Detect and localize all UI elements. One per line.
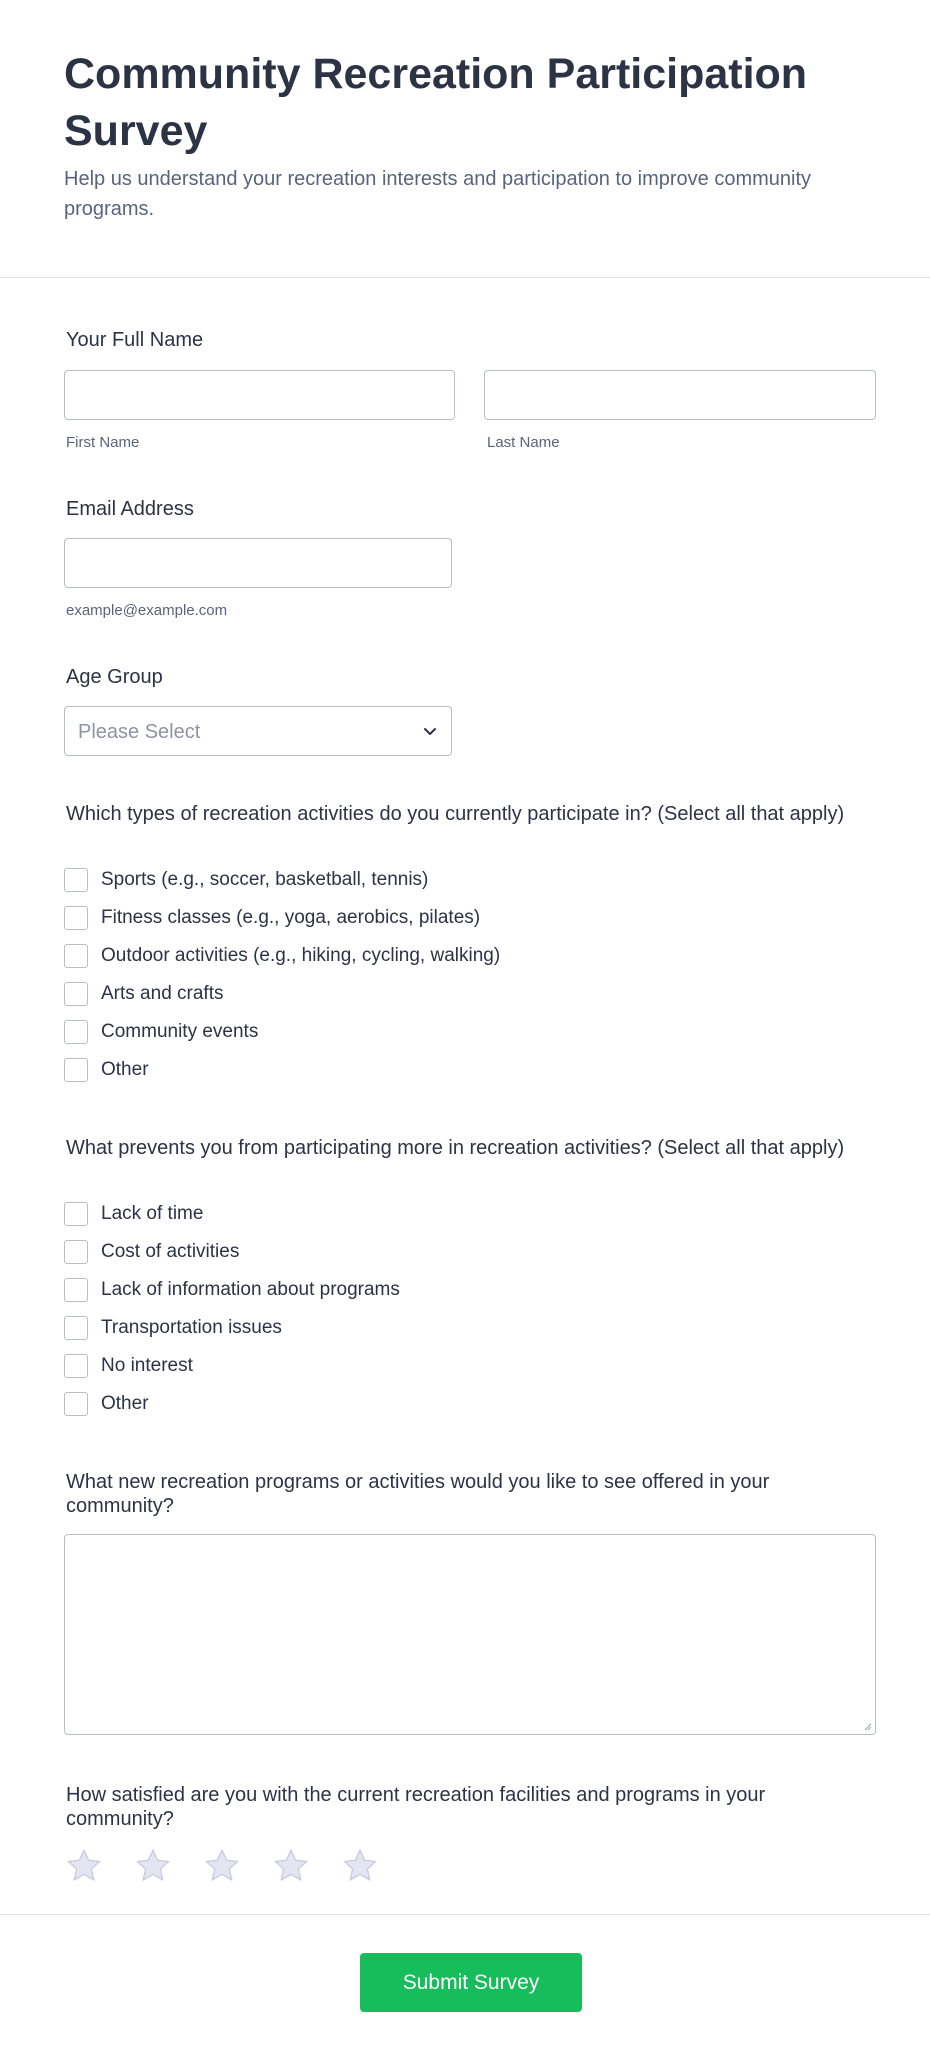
barriers-option[interactable] (64, 1353, 764, 1379)
activities-option[interactable] (64, 1057, 764, 1083)
resize-handle-icon[interactable] (862, 1721, 872, 1731)
checkbox[interactable] (64, 1354, 88, 1378)
star-icon[interactable] (340, 1846, 380, 1886)
suggestions-question: What new recreation programs or activities would you like to see offered in your community? (66, 1471, 770, 1517)
checkbox[interactable] (64, 1020, 88, 1044)
activities-option[interactable] (64, 867, 764, 893)
last-name-input[interactable] (484, 370, 876, 420)
page-subtitle: Help us understand your recreation interests and participation to improve community programs. (64, 168, 812, 220)
age-group-select[interactable] (64, 706, 452, 756)
last-name-sublabel: Last Name (487, 434, 560, 451)
email-input[interactable] (64, 538, 452, 588)
option-label: Community events (101, 1021, 259, 1042)
checkbox[interactable] (64, 982, 88, 1006)
option-label: Transportation issues (101, 1317, 282, 1338)
barriers-option[interactable] (64, 1201, 764, 1227)
checkbox[interactable] (64, 1058, 88, 1082)
option-label: Arts and crafts (101, 983, 224, 1004)
suggestions-textarea[interactable] (64, 1534, 876, 1735)
star-icon[interactable] (133, 1846, 173, 1886)
option-label: Sports (e.g., soccer, basketball, tennis) (101, 869, 429, 890)
barriers-option[interactable] (64, 1239, 764, 1265)
barriers-question: What prevents you from participating more in recreation activities? (Select all that apply) (66, 1137, 845, 1159)
checkbox[interactable] (64, 906, 88, 930)
barriers-option[interactable] (64, 1315, 764, 1341)
checkbox[interactable] (64, 1278, 88, 1302)
satisfaction-question: How satisfied are you with the current recreation facilities and programs in your community? (66, 1784, 766, 1830)
activities-option[interactable] (64, 905, 764, 931)
activities-option[interactable] (64, 1019, 764, 1045)
first-name-input[interactable] (64, 370, 455, 420)
activities-question: Which types of recreation activities do you currently participate in? (Select all that apply) (66, 803, 845, 825)
checkbox[interactable] (64, 868, 88, 892)
activities-option[interactable] (64, 981, 764, 1007)
email-label: Email Address (66, 498, 194, 520)
submit-button[interactable]: Submit Survey (360, 1953, 582, 2012)
form-header (0, 0, 930, 278)
age-group-selected-value: Please Select (78, 721, 201, 743)
option-label: Cost of activities (101, 1241, 240, 1262)
footer-divider (0, 1914, 930, 1915)
option-label: Fitness classes (e.g., yoga, aerobics, pilates) (101, 907, 481, 928)
option-label: Outdoor activities (e.g., hiking, cycling, walking) (101, 945, 501, 966)
page-title: Community Recreation Participation Survey (64, 50, 808, 155)
activities-option[interactable] (64, 943, 764, 969)
checkbox[interactable] (64, 944, 88, 968)
checkbox[interactable] (64, 1202, 88, 1226)
star-rating[interactable] (64, 1846, 404, 1886)
option-label: No interest (101, 1355, 193, 1376)
checkbox[interactable] (64, 1392, 88, 1416)
barriers-option[interactable] (64, 1277, 764, 1303)
option-label: Other (101, 1059, 149, 1080)
option-label: Lack of information about programs (101, 1279, 400, 1300)
chevron-down-icon (421, 722, 439, 740)
full-name-label: Your Full Name (66, 329, 204, 351)
star-icon[interactable] (271, 1846, 311, 1886)
checkbox[interactable] (64, 1240, 88, 1264)
checkbox[interactable] (64, 1316, 88, 1340)
age-group-label: Age Group (66, 666, 163, 688)
star-icon[interactable] (202, 1846, 242, 1886)
option-label: Other (101, 1393, 149, 1414)
star-icon[interactable] (64, 1846, 104, 1886)
first-name-sublabel: First Name (66, 434, 140, 451)
barriers-option[interactable] (64, 1391, 764, 1417)
option-label: Lack of time (101, 1203, 204, 1224)
email-sublabel: example@example.com (66, 602, 228, 619)
